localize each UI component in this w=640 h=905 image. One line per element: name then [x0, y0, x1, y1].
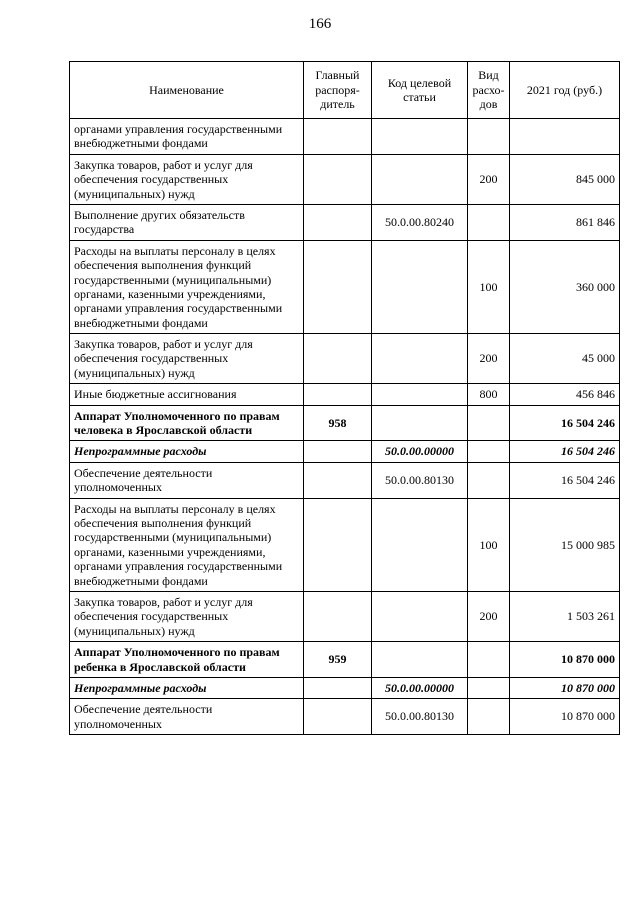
- table-row: [70, 204, 620, 240]
- table-row: [70, 154, 620, 204]
- row-amount: 15 000 985: [510, 498, 620, 591]
- row-vr: [468, 119, 510, 155]
- table-row: [70, 384, 620, 405]
- row-grbs: [304, 462, 372, 498]
- row-vr: [468, 462, 510, 498]
- row-csr: [372, 334, 468, 384]
- row-csr: [372, 498, 468, 591]
- row-vr: 800: [468, 384, 510, 405]
- row-vr: 100: [468, 240, 510, 333]
- row-amount: 16 504 246: [510, 405, 620, 441]
- row-csr: [372, 591, 468, 641]
- header-amount: 2021 год (руб.): [510, 62, 620, 119]
- row-name: Закупка товаров, работ и услуг для обеспечения государственных (муниципальных) нужд: [70, 334, 304, 384]
- row-grbs: [304, 119, 372, 155]
- row-grbs: [304, 204, 372, 240]
- row-csr: 50.0.00.00000: [372, 441, 468, 462]
- row-grbs: [304, 441, 372, 462]
- row-amount: 456 846: [510, 384, 620, 405]
- row-name: Иные бюджетные ассигнования: [70, 384, 304, 405]
- row-amount: 45 000: [510, 334, 620, 384]
- row-grbs: [304, 154, 372, 204]
- row-vr: [468, 441, 510, 462]
- page-number: 166: [308, 16, 332, 32]
- row-csr: 50.0.00.80240: [372, 204, 468, 240]
- row-amount: 16 504 246: [510, 462, 620, 498]
- row-vr: [468, 699, 510, 735]
- row-grbs: [304, 240, 372, 333]
- header-grbs: Главный распоря-дитель: [304, 62, 372, 119]
- row-amount: [510, 119, 620, 155]
- table-row: [70, 498, 620, 591]
- row-vr: 200: [468, 334, 510, 384]
- row-name: органами управления государственными внебюджетными фондами: [70, 119, 304, 155]
- row-csr: 50.0.00.80130: [372, 462, 468, 498]
- row-name: Аппарат Уполномоченного по правам человека в Ярославской области: [70, 405, 304, 441]
- row-vr: 200: [468, 154, 510, 204]
- row-grbs: 959: [304, 642, 372, 678]
- row-name: Расходы на выплаты персоналу в целях обеспечения выполнения функций государственными (муниципальными) органами, казенными учреждениями, органами управления государственными внебюджетными фондами: [70, 240, 304, 333]
- row-csr: [372, 405, 468, 441]
- row-vr: 200: [468, 591, 510, 641]
- row-amount: 360 000: [510, 240, 620, 333]
- table-row: [70, 699, 620, 735]
- row-name: Аппарат Уполномоченного по правам ребенка в Ярославской области: [70, 642, 304, 678]
- row-amount: 861 846: [510, 204, 620, 240]
- table-row: [70, 441, 620, 462]
- row-amount: 16 504 246: [510, 441, 620, 462]
- row-vr: 100: [468, 498, 510, 591]
- table-row: [70, 240, 620, 333]
- row-amount: 10 870 000: [510, 699, 620, 735]
- row-csr: [372, 384, 468, 405]
- row-name: Расходы на выплаты персоналу в целях обеспечения выполнения функций государственными (муниципальными) органами, казенными учреждениями, органами управления государственными внебюджетными фондами: [70, 498, 304, 591]
- row-name: Закупка товаров, работ и услуг для обеспечения государственных (муниципальных) нужд: [70, 591, 304, 641]
- row-amount: 10 870 000: [510, 677, 620, 698]
- row-csr: [372, 154, 468, 204]
- row-csr: 50.0.00.80130: [372, 699, 468, 735]
- table-row: [70, 119, 620, 155]
- row-amount: 10 870 000: [510, 642, 620, 678]
- row-name: Непрограммные расходы: [70, 441, 304, 462]
- row-grbs: 958: [304, 405, 372, 441]
- row-vr: [468, 642, 510, 678]
- table-row: [70, 591, 620, 641]
- row-csr: 50.0.00.00000: [372, 677, 468, 698]
- row-vr: [468, 204, 510, 240]
- row-grbs: [304, 699, 372, 735]
- row-csr: [372, 119, 468, 155]
- row-name: Непрограммные расходы: [70, 677, 304, 698]
- row-grbs: [304, 498, 372, 591]
- row-csr: [372, 240, 468, 333]
- table-row: [70, 677, 620, 698]
- table-row: [70, 642, 620, 678]
- header-vr: Вид расхо-дов: [468, 62, 510, 119]
- row-amount: 845 000: [510, 154, 620, 204]
- header-name: Наименование: [70, 62, 304, 119]
- budget-table: [69, 61, 620, 735]
- row-name: Обеспечение деятельности уполномоченных: [70, 462, 304, 498]
- row-csr: [372, 642, 468, 678]
- row-grbs: [304, 334, 372, 384]
- row-grbs: [304, 677, 372, 698]
- row-name: Выполнение других обязательств государства: [70, 204, 304, 240]
- table-row: [70, 334, 620, 384]
- row-vr: [468, 405, 510, 441]
- table-header-row: [70, 62, 620, 119]
- row-amount: 1 503 261: [510, 591, 620, 641]
- table-row: [70, 405, 620, 441]
- row-name: Закупка товаров, работ и услуг для обеспечения государственных (муниципальных) нужд: [70, 154, 304, 204]
- row-grbs: [304, 384, 372, 405]
- table-row: [70, 462, 620, 498]
- header-csr: Код целевой статьи: [372, 62, 468, 119]
- row-vr: [468, 677, 510, 698]
- row-grbs: [304, 591, 372, 641]
- row-name: Обеспечение деятельности уполномоченных: [70, 699, 304, 735]
